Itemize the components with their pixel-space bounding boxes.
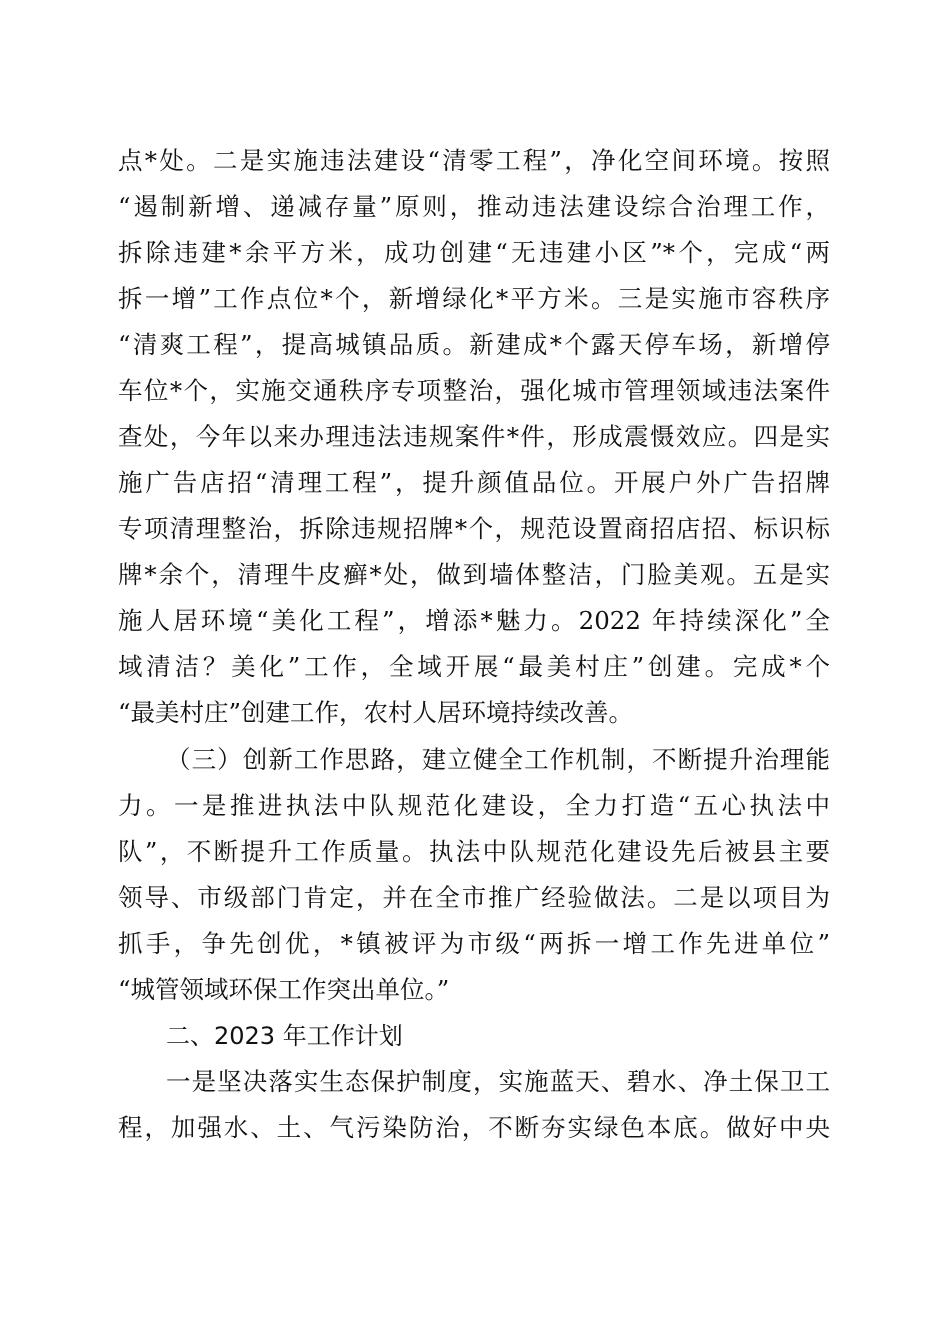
text-line: 车位*个，实施交通秩序专项整治，强化城市管理领域违法案件: [118, 376, 830, 405]
text-line: 队”，不断提升工作质量。执法中队规范化建设先后被县主要: [118, 837, 830, 866]
text-line: 一是坚决落实生态保护制度，实施蓝天、碧水、净土保卫工: [166, 1067, 830, 1096]
text-line: “城管领域环保工作突出单位。”: [118, 975, 450, 1004]
text-line: “遏制新增、递减存量”原则，推动违法建设综合治理工作，: [118, 192, 830, 221]
text-line: 施广告店招“清理工程”，提升颜值品位。开展户外广告招牌: [118, 468, 830, 497]
text-line: 牌*余个，清理牛皮癣*处，做到墙体整洁，门脸美观。五是实: [118, 560, 830, 589]
text-line: 专项清理整治，拆除违规招牌*个，规范设置商招店招、标识标: [118, 514, 830, 543]
text-line: 程，加强水、土、气污染防治，不断夯实绿色本底。做好中央: [118, 1113, 830, 1142]
text-line: 力。一是推进执法中队规范化建设，全力打造“五心执法中: [118, 791, 830, 820]
section-heading: 二、2023 年工作计划: [166, 1022, 403, 1050]
text-line: 抓手，争先创优，*镇被评为市级“两拆一增工作先进单位”: [118, 929, 830, 958]
text-line: 领导、市级部门肯定，并在全市推广经验做法。二是以项目为: [118, 883, 830, 912]
text-line: （三）创新工作思路，建立健全工作机制，不断提升治理能: [166, 745, 830, 774]
text-line: 域清洁？美化”工作，全域开展“最美村庄”创建。完成*个: [118, 652, 830, 681]
text-line: 点*处。二是实施违法建设“清零工程”，净化空间环境。按照: [118, 146, 830, 175]
text-line: “最美村庄”创建工作，农村人居环境持续改善。: [118, 698, 634, 727]
text-line: 拆一增”工作点位*个，新增绿化*平方米。三是实施市容秩序: [118, 284, 830, 313]
text-line: 施人居环境“美化工程”，增添*魅力。2022 年持续深化”全: [118, 606, 830, 635]
text-line: 拆除违建*余平方米，成功创建“无违建小区”*个，完成“两: [118, 238, 830, 267]
text-line: 查处，今年以来办理违法违规案件*件，形成震慑效应。四是实: [118, 422, 830, 451]
text-line: “清爽工程”，提高城镇品质。新建成*个露天停车场，新增停: [118, 330, 830, 359]
